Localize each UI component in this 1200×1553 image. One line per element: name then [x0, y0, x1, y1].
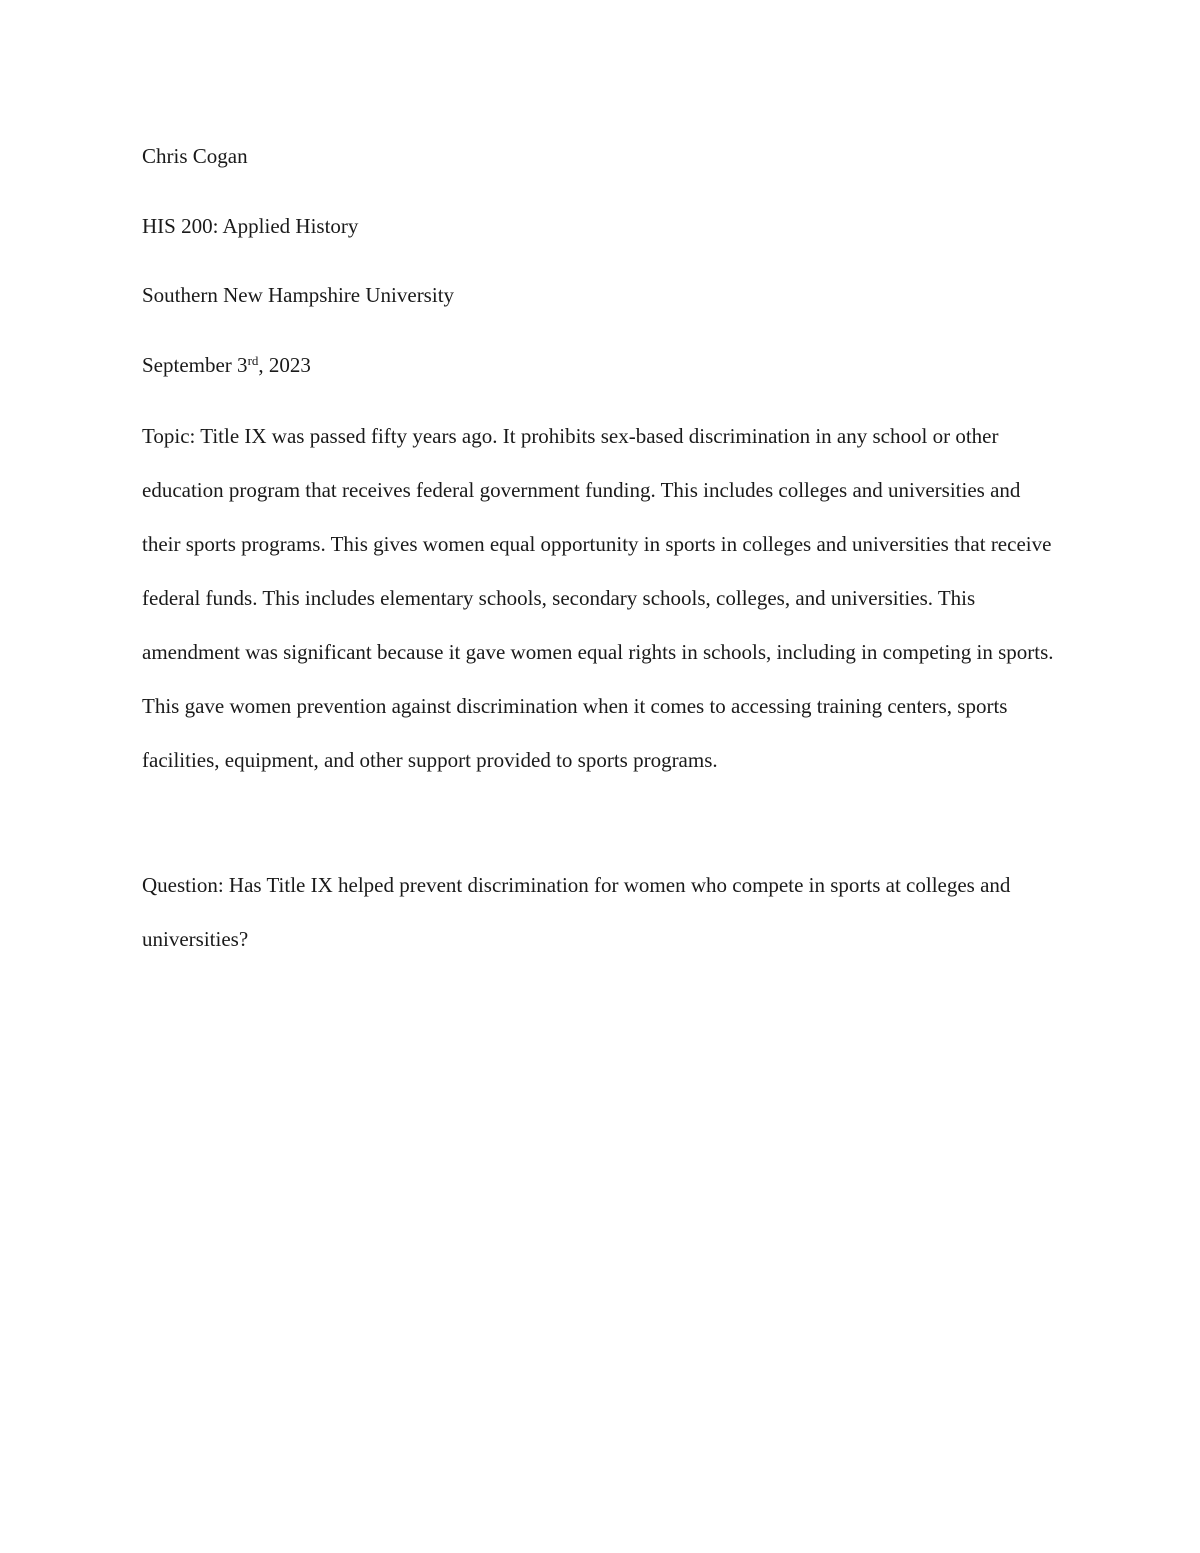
question-text: Has Title IX helped prevent discrimination for women who compete in sports at colleges and universities?	[142, 873, 1011, 951]
question-label: Question:	[142, 873, 224, 897]
course-name: HIS 200: Applied History	[142, 213, 359, 238]
institution-name: Southern New Hampshire University	[142, 283, 455, 307]
author-name: Chris Cogan	[142, 144, 248, 168]
topic-paragraph	[142, 409, 1060, 787]
question-paragraph	[142, 858, 1060, 966]
date-rest: , 2023	[258, 352, 311, 377]
document-body	[142, 140, 1060, 951]
date-ordinal-suffix: rd	[247, 352, 259, 368]
topic-label: Topic:	[142, 424, 196, 448]
document-date	[142, 349, 1060, 419]
date-prefix: September 3	[142, 352, 248, 377]
topic-text: Title IX was passed fifty years ago. It prohibits sex-based discrimination in any school or other education program that receives federal government funding. This includes colleges and universities and their sports programs. This gives women equal opportunity in sports in colleges and universities that receive federal funds. This includes elementary schools, secondary schools, colleges, and universities. This amendment was significant because it gave women equal rights in schools, including in competing in sports. This gave women prevention against discrimination when it comes to accessing training centers, sports facilities, equipment, and other support provided to sports programs.	[142, 424, 1054, 772]
